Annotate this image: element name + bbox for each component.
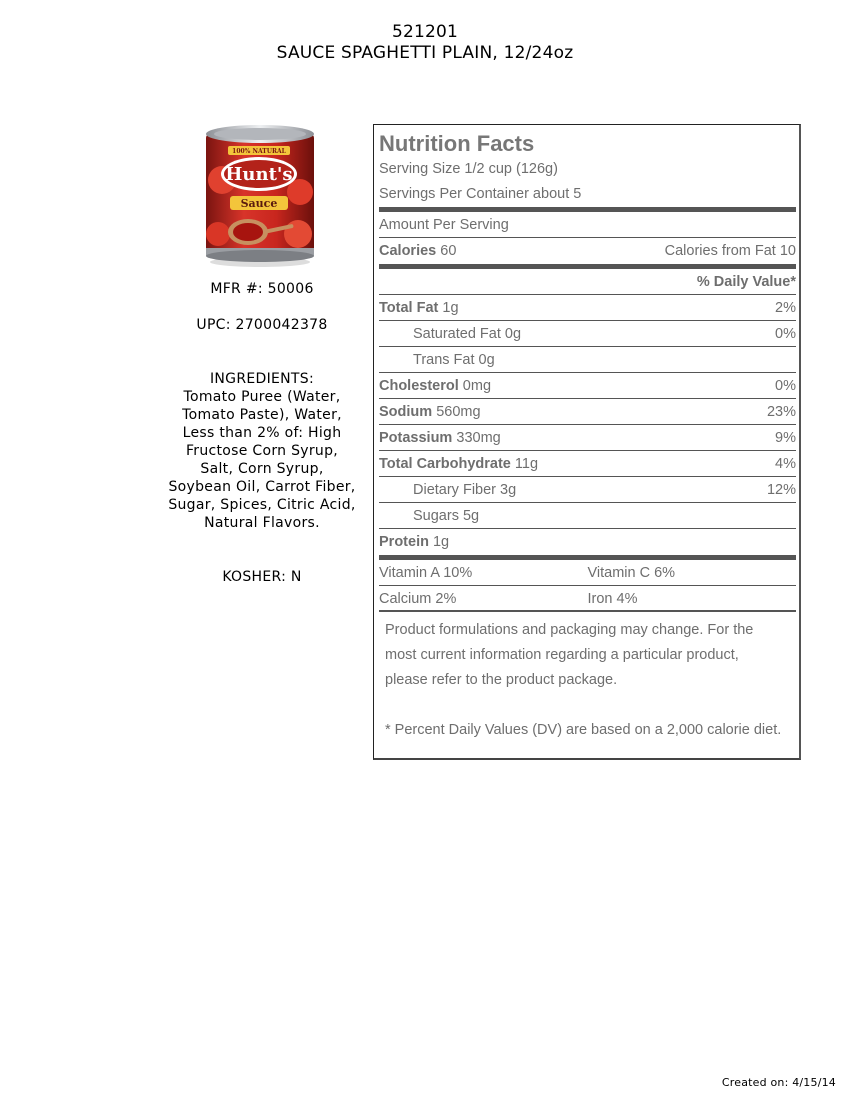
nutrient-amount: 0g xyxy=(504,326,522,342)
nutrient-amount: 11g xyxy=(514,456,539,472)
nutrient-daily-value: 23% xyxy=(766,404,796,420)
nutrient-row xyxy=(379,451,796,477)
ingredients-block xyxy=(162,370,362,532)
mfr-number: MFR #: 50006 xyxy=(210,281,314,297)
amount-per-serving: Amount Per Serving xyxy=(379,217,509,233)
product-name: SAUCE SPAGHETTI PLAIN, 12/24oz xyxy=(276,43,574,63)
nutrient-name: Saturated Fat xyxy=(413,326,501,342)
nutrient-row xyxy=(379,529,796,555)
nutrient-daily-value: 12% xyxy=(766,482,796,498)
nutrient-daily-value: 9% xyxy=(775,430,796,446)
ingredients-line: Sugar, Spices, Citric Acid, xyxy=(168,497,356,513)
nutrient-row xyxy=(379,321,796,347)
disclaimer-line: Product formulations and packaging may change. For the xyxy=(385,622,754,638)
nutrient-row xyxy=(379,503,796,529)
nutrition-title: Nutrition Facts xyxy=(379,131,535,156)
ingredients-line: Fructose Corn Syrup, xyxy=(185,443,339,459)
nutrient-amount: 0mg xyxy=(462,378,492,394)
nutrient-name: Trans Fat xyxy=(413,352,475,368)
ingredients-line: Less than 2% of: High xyxy=(182,425,342,441)
can-product-text: Sauce xyxy=(240,197,278,210)
nutrient-name: Cholesterol xyxy=(379,378,459,394)
amount-per-serving-row xyxy=(379,212,796,238)
nutrient-label xyxy=(379,477,516,502)
nutrient-label xyxy=(379,373,491,398)
nutrient-amount: 560mg xyxy=(436,404,481,420)
nutrient-label xyxy=(379,321,521,346)
nutrient-amount: 5g xyxy=(462,508,480,524)
nutrient-daily-value: 0% xyxy=(775,378,796,394)
daily-value-header-row xyxy=(379,269,796,295)
nutrient-amount: 330mg xyxy=(456,430,501,446)
serving-size: Serving Size 1/2 cup (126g) xyxy=(379,161,558,177)
nutrient-daily-value: 0% xyxy=(775,326,796,342)
calories-label: Calories xyxy=(379,243,437,259)
calcium: Calcium 2% xyxy=(379,591,457,607)
nutrient-label xyxy=(379,347,495,372)
upc-code: UPC: 2700042378 xyxy=(196,317,328,333)
nutrient-label xyxy=(379,295,459,320)
daily-value-header: % Daily Value* xyxy=(696,274,796,290)
ingredients-line: Soybean Oil, Carrot Fiber, xyxy=(168,479,356,495)
created-date: Created on: 4/15/14 xyxy=(721,1076,836,1089)
nutrient-row xyxy=(379,399,796,425)
nutrition-facts-panel xyxy=(373,124,801,760)
nutrient-name: Dietary Fiber xyxy=(413,482,496,498)
ingredients-line: Tomato Paste), Water, xyxy=(182,407,342,423)
nutrient-daily-value: 4% xyxy=(775,456,796,472)
ingredients-line: Natural Flavors. xyxy=(204,515,320,531)
product-can-image xyxy=(200,122,320,268)
calories-from-fat: Calories from Fat 10 xyxy=(664,243,796,259)
nutrient-label xyxy=(379,425,501,450)
disclaimer-line: please refer to the product package. xyxy=(385,672,618,688)
can-brand-text: Hunt's xyxy=(225,164,293,185)
servings-per-container: Servings Per Container about 5 xyxy=(379,186,582,202)
calories-value: 60 xyxy=(440,243,457,259)
mineral-row xyxy=(379,586,796,612)
nutrient-row xyxy=(379,373,796,399)
nutrient-name: Sodium xyxy=(379,404,433,420)
nutrient-amount: 1g xyxy=(442,300,459,316)
iron: Iron 4% xyxy=(587,591,638,607)
nutrient-amount: 1g xyxy=(432,534,450,550)
ingredients-heading: INGREDIENTS: xyxy=(209,371,314,387)
nutrient-row xyxy=(379,477,796,503)
ingredients-line: Salt, Corn Syrup, xyxy=(200,461,324,477)
nutrient-name: Total Fat xyxy=(379,300,439,316)
nutrient-amount: 0g xyxy=(478,352,495,368)
nutrient-label xyxy=(379,399,481,424)
disclaimer xyxy=(379,612,796,743)
vitamin-a: Vitamin A 10% xyxy=(379,565,473,581)
nutrient-label xyxy=(379,503,479,528)
nutrient-rows xyxy=(379,295,796,555)
nutrient-row xyxy=(379,347,796,373)
nutrient-label xyxy=(379,451,538,476)
nutrient-name: Total Carbohydrate xyxy=(379,456,511,472)
daily-value-footnote: * Percent Daily Values (DV) are based on a 2,000 calorie diet. xyxy=(385,722,782,738)
page-header xyxy=(0,22,850,64)
nutrient-daily-value: 2% xyxy=(775,300,796,316)
nutrient-row xyxy=(379,295,796,321)
vitamin-row xyxy=(379,560,796,586)
calories-row xyxy=(379,238,796,264)
nutrient-amount: 3g xyxy=(500,482,517,498)
nutrient-row xyxy=(379,425,796,451)
can-badge-text: 100% NATURAL xyxy=(232,148,286,155)
nutrient-name: Protein xyxy=(379,534,429,550)
item-number: 521201 xyxy=(391,22,459,42)
vitamin-c: Vitamin C 6% xyxy=(587,565,676,581)
disclaimer-line: most current information regarding a particular product, xyxy=(385,647,739,663)
nutrient-name: Potassium xyxy=(379,430,453,446)
kosher-status: KOSHER: N xyxy=(222,569,302,585)
nutrient-label xyxy=(379,529,449,555)
ingredients-line: Tomato Puree (Water, xyxy=(183,389,341,405)
nutrient-name: Sugars xyxy=(413,508,459,524)
